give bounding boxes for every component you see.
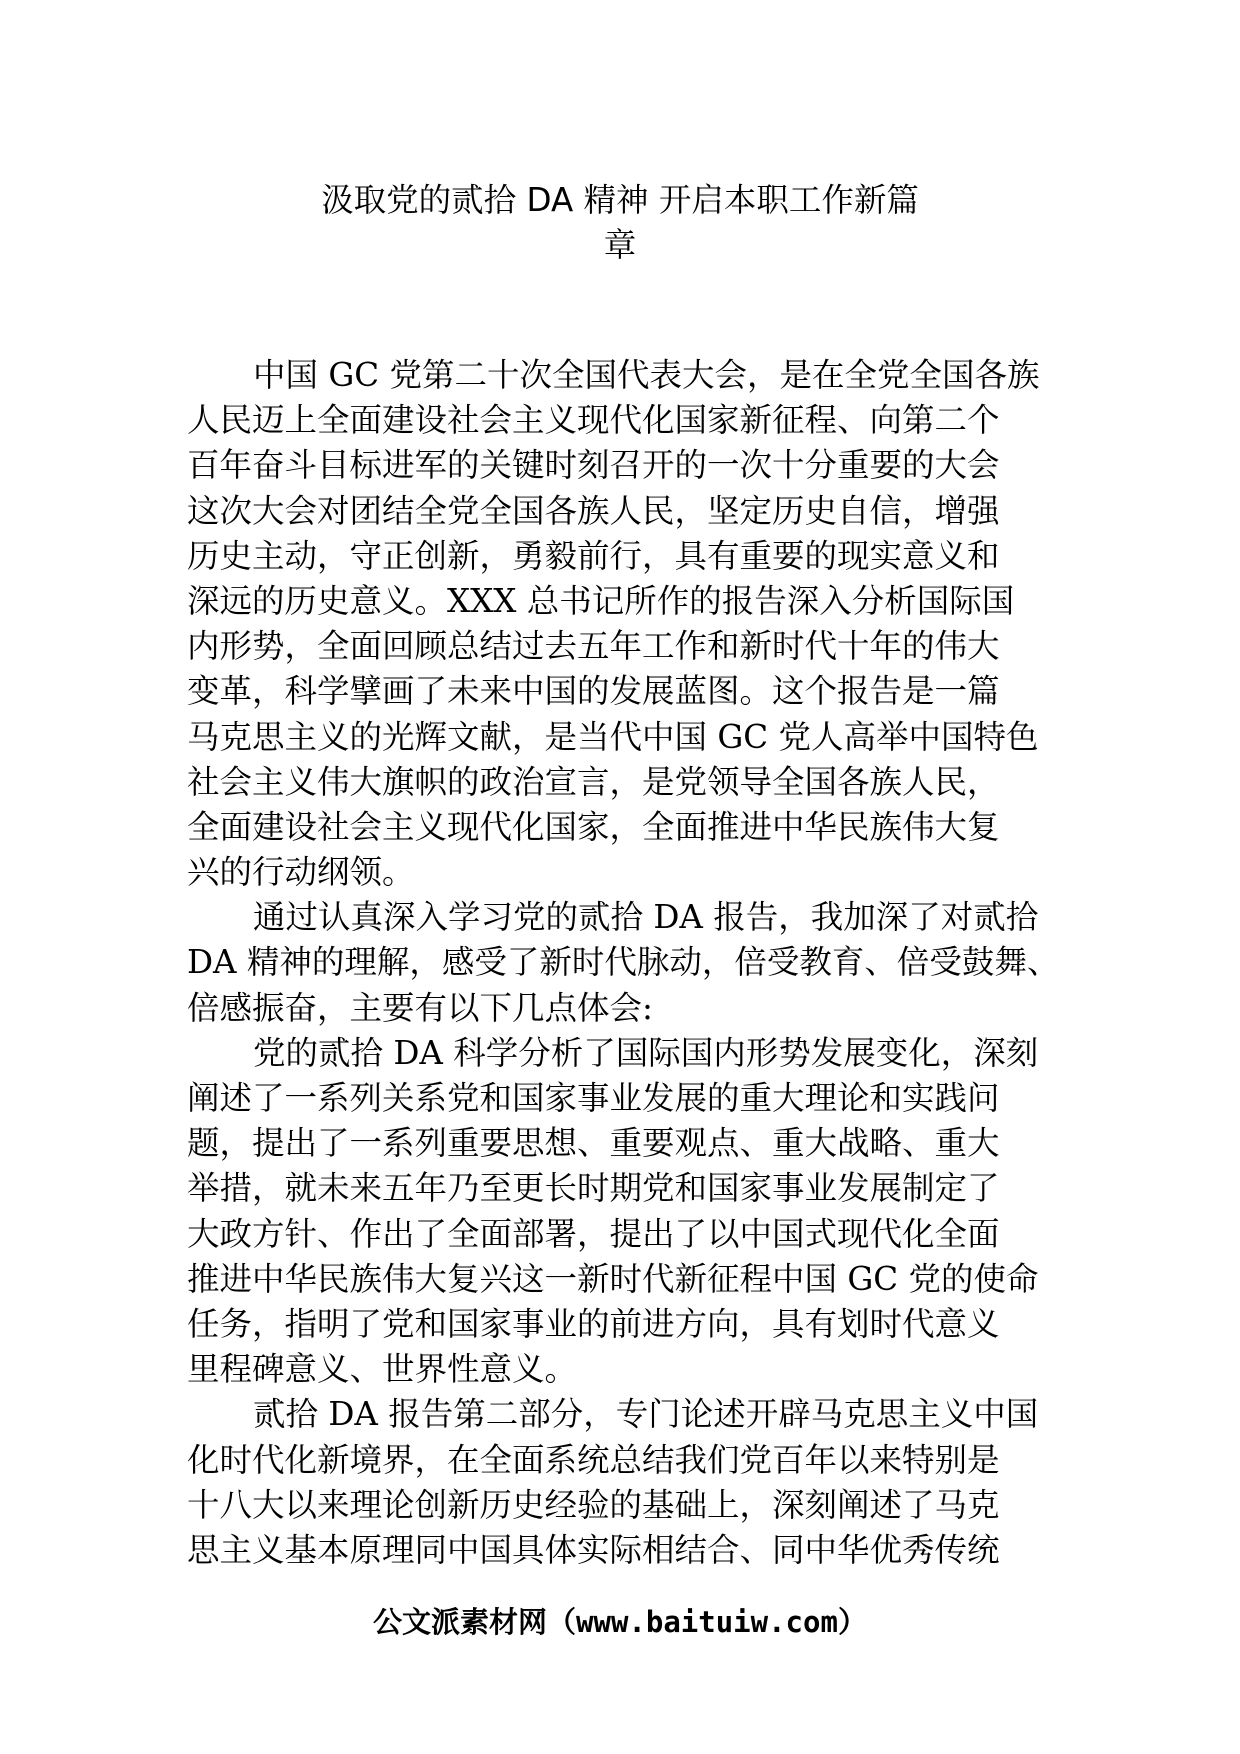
text-line: 马克思主义的光辉文献，是当代中国 GC 党人高举中国特色: [187, 717, 1039, 756]
text-line: 人民迈上全面建设社会主义现代化国家新征程、向第二个: [187, 401, 1000, 440]
text-line: 化时代化新境界，在全面系统总结我们党百年以来特别是: [187, 1440, 1000, 1479]
paragraph: [187, 353, 1067, 895]
text-line: 深远的历史意义。XXX 总书记所作的报告深入分析国际国: [187, 581, 1015, 620]
text-line: 兴的行动纲领。: [187, 853, 415, 892]
paragraph: [187, 1392, 1067, 1573]
title-line: 汲取党的贰拾 DA 精神 开启本职工作新篇: [321, 181, 919, 219]
document-body: [187, 353, 1067, 1573]
text-line: DA 精神的理解，感受了新时代脉动，倍受教育、倍受鼓舞、: [187, 943, 1060, 982]
text-line: 阐述了一系列关系党和国家事业发展的重大理论和实践问: [187, 1079, 1000, 1117]
text-line: 举措，就未来五年乃至更长时期党和国家事业发展制定了: [187, 1169, 1000, 1208]
document-title: [0, 178, 1240, 268]
text-line: 十八大以来理论创新历史经验的基础上，深刻阐述了马克: [187, 1485, 1000, 1524]
text-line: 这次大会对团结全党全国各族人民，坚定历史自信，增强: [187, 491, 1000, 530]
footer-source: 公文派素材网（www.baituiw.com）: [373, 1605, 867, 1639]
text-line: 中国 GC 党第二十次全国代表大会，是在全党全国各族: [253, 356, 1040, 394]
text-line: 任务，指明了党和国家事业的前进方向，具有划时代意义: [187, 1304, 1000, 1343]
text-line: 党的贰拾 DA 科学分析了国际国内形势发展变化，深刻: [253, 1033, 1039, 1072]
title-line: 章: [603, 226, 637, 265]
text-line: 变革，科学擘画了未来中国的发展蓝图。这个报告是一篇: [187, 672, 1000, 711]
text-line: 全面建设社会主义现代化国家，全面推进中华民族伟大复: [187, 807, 1000, 846]
text-line: 倍感振奋，主要有以下几点体会:: [187, 988, 653, 1027]
text-line: 百年奋斗目标进军的关键时刻召开的一次十分重要的大会: [187, 446, 1000, 485]
text-line: 题，提出了一系列重要思想、重要观点、重大战略、重大: [187, 1124, 1000, 1163]
text-line: 推进中华民族伟大复兴这一新时代新征程中国 GC 党的使命: [187, 1259, 1039, 1298]
text-line: 历史主动，守正创新，勇毅前行，具有重要的现实意义和: [187, 536, 1000, 575]
text-line: 社会主义伟大旗帜的政治宣言，是党领导全国各族人民，: [187, 762, 1000, 801]
text-line: 里程碑意义、世界性意义。: [187, 1350, 578, 1389]
text-line: 思主义基本原理同中国具体实际相结合、同中华优秀传统: [187, 1530, 1000, 1569]
paragraph: [187, 1031, 1067, 1393]
text-line: 贰拾 DA 报告第二部分，专门论述开辟马克思主义中国: [253, 1395, 1039, 1434]
text-line: 内形势，全面回顾总结过去五年工作和新时代十年的伟大: [187, 627, 1000, 666]
paragraph: [187, 895, 1067, 1031]
text-line: 大政方针、作出了全面部署，提出了以中国式现代化全面: [187, 1214, 1000, 1253]
text-line: 通过认真深入学习党的贰拾 DA 报告，我加深了对贰拾: [253, 898, 1039, 937]
